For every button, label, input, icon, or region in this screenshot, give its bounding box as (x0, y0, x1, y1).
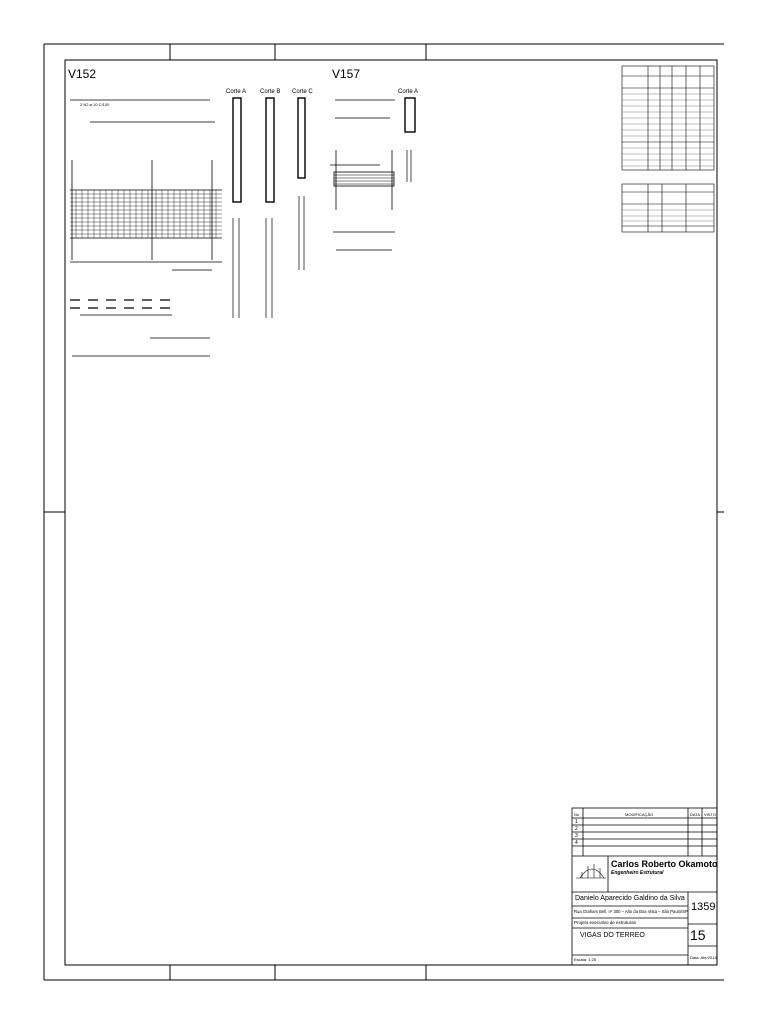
revision-description-header: MODIFICAÇÃO (625, 812, 654, 817)
project-address: Rua Graham Bell, nº 300 – Alto da Boa Vista – São Paulo/SP (574, 909, 688, 914)
beam-v152-reinforcement (70, 194, 222, 234)
date-label: Data: Abr/2014 (690, 955, 717, 960)
drawing-title: VIGAS DO TERREO (580, 932, 645, 939)
beam-v152-dashed-bars (70, 300, 172, 308)
beam-v152-title: V152 (68, 67, 97, 81)
project-number: 1359 (691, 901, 716, 913)
scale-label: Escala: 1:25 (574, 957, 597, 962)
beam-v157-title: V157 (332, 67, 361, 81)
revision-no-header: No (574, 812, 580, 817)
engineer-logo (576, 864, 606, 878)
engineer-name: Carlos Roberto Okamoto (611, 859, 718, 869)
section-c-label: Corte C (292, 89, 313, 95)
revision-row: 2 (575, 826, 578, 832)
client-name: Danielo Aparecido Galdino da Silva (575, 895, 685, 902)
revision-visto-header: VISTO (704, 812, 716, 817)
section-a2-label: Corte A (398, 89, 419, 95)
beam-v152-elevation (70, 100, 222, 356)
section-b-label: Corte B (260, 89, 281, 95)
revision-date-header: DATA (690, 812, 701, 817)
engineer-title: Engenheiro Estrutural (611, 870, 664, 876)
project-type: Projeto executivo de estruturas (574, 920, 637, 925)
sheet-number: 15 (690, 927, 706, 943)
revision-row: 4 (575, 840, 578, 846)
revision-row: 3 (575, 833, 578, 839)
stirrup-label: 2 N2 ø 10 C/100 (80, 102, 110, 107)
steel-table (622, 66, 714, 232)
beam-v157-reinforcement (334, 175, 394, 184)
revision-row: 1 (575, 819, 578, 825)
section-a-label: Corte A (226, 89, 247, 95)
